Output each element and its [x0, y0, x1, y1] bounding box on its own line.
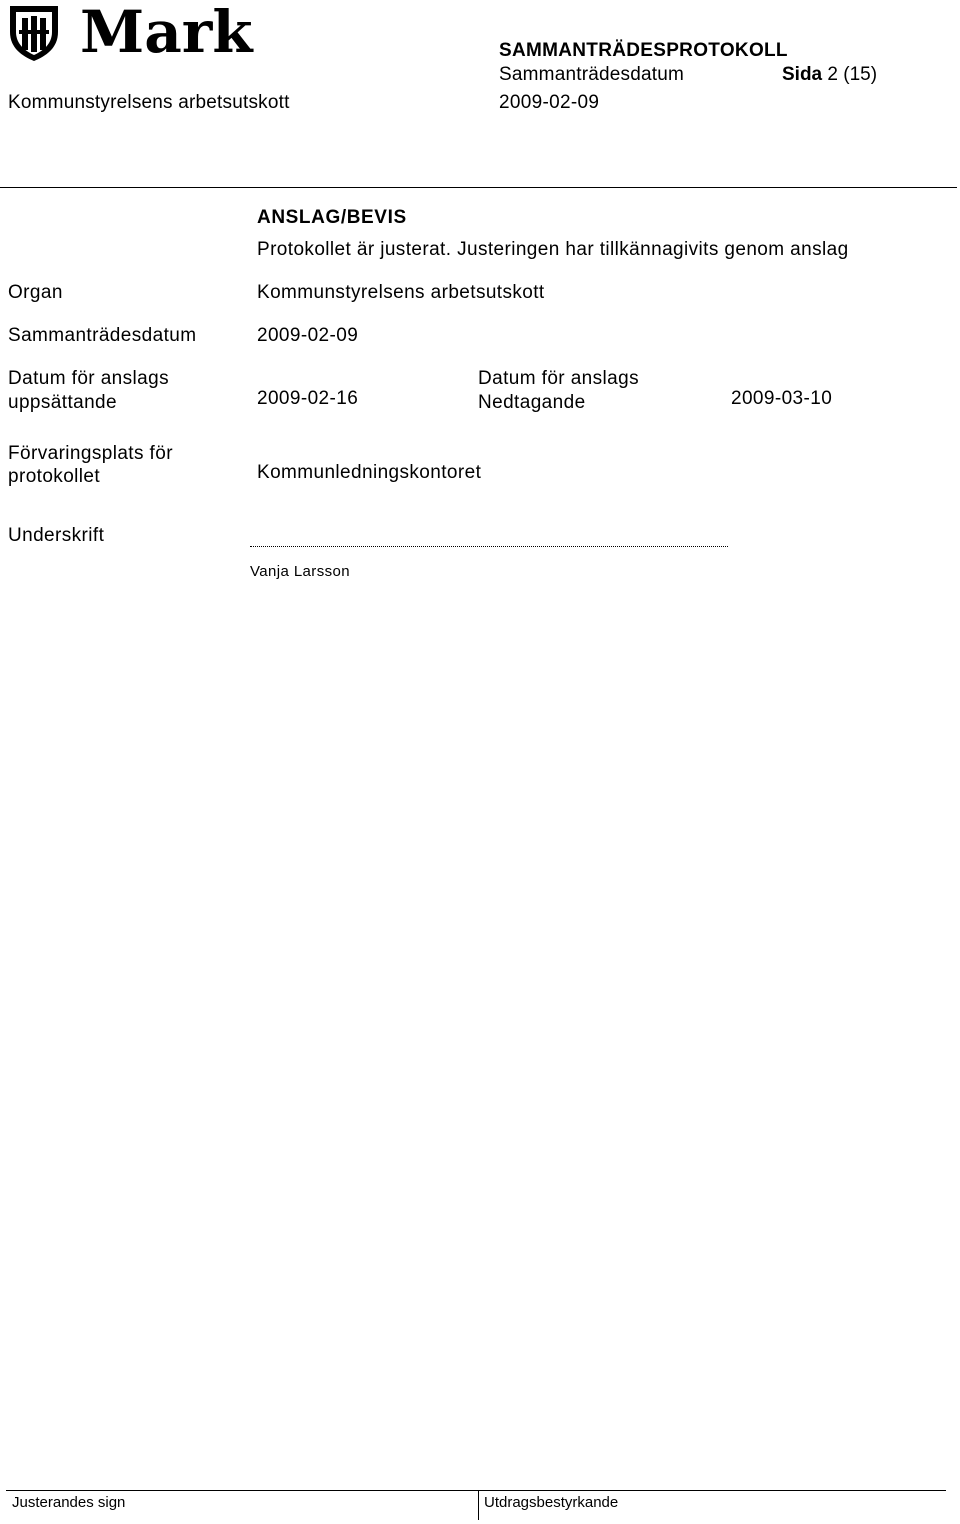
removal-label-line1: Datum för anslags: [478, 368, 639, 389]
meeting-date-label: Sammanträdesdatum: [499, 64, 685, 85]
notice-intro: Protokollet är justerat. Justeringen har tillkännagivits genom anslag: [257, 239, 849, 260]
footer-column-divider: [478, 1490, 479, 1520]
posting-label-line2: uppsättande: [8, 392, 117, 413]
page-number: 2: [827, 64, 838, 85]
meeting-date: 2009-02-09: [499, 92, 600, 113]
footer-utdrag: Utdragsbestyrkande: [484, 1494, 619, 1511]
footer-justering-sign: Justerandes sign: [12, 1494, 126, 1511]
signature-label: Underskrift: [8, 525, 105, 546]
page-total: (15): [843, 64, 878, 85]
section-heading: ANSLAG/BEVIS: [257, 207, 407, 228]
municipality-logo-text: Mark: [80, 0, 253, 66]
posting-label-line1: Datum för anslags: [8, 368, 169, 389]
storage-label-line1: Förvaringsplats för: [8, 443, 173, 464]
organ-value: Kommunstyrelsens arbetsutskott: [257, 282, 545, 303]
storage-value: Kommunledningskontoret: [257, 462, 482, 483]
signature-line: [250, 546, 728, 547]
removal-date-value: 2009-03-10: [731, 388, 833, 409]
page-label: Sida: [782, 64, 823, 85]
signatory-name: Vanja Larsson: [250, 563, 350, 580]
date-label: Sammanträdesdatum: [8, 325, 197, 346]
page-indicator: [782, 64, 877, 86]
posting-date-value: 2009-02-16: [257, 388, 359, 409]
footer-divider-line: [6, 1490, 946, 1491]
removal-label-line2: Nedtagande: [478, 392, 586, 413]
municipality-crest-icon: [8, 4, 60, 62]
date-value: 2009-02-09: [257, 325, 359, 346]
organ-label: Organ: [8, 282, 63, 303]
committee-name: Kommunstyrelsens arbetsutskott: [8, 92, 290, 113]
header-divider: [0, 187, 957, 188]
storage-label-line2: protokollet: [8, 466, 101, 487]
document-title: SAMMANTRÄDESPROTOKOLL: [499, 40, 788, 61]
